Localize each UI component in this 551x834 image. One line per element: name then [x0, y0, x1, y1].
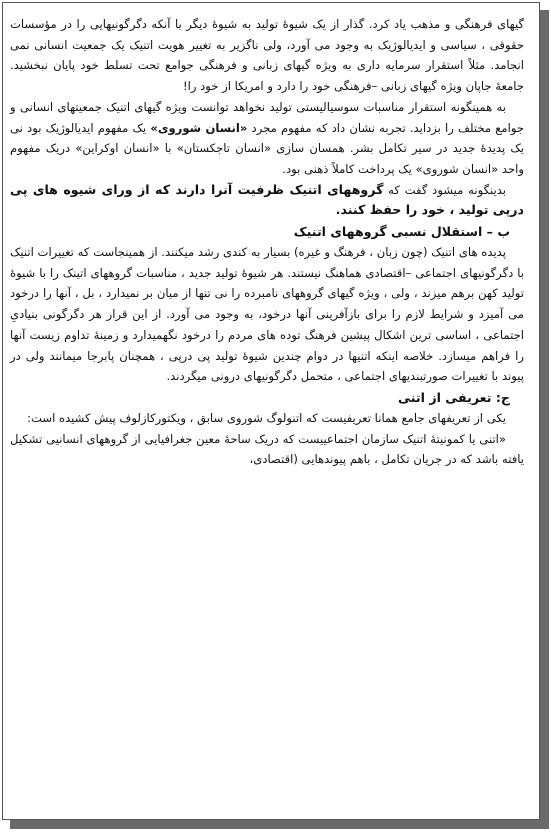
paragraph-3 — [10, 180, 524, 221]
paragraph-2-text-a: به همینگونه استقرار مناسبات سوسیالیستی تولید نخواهد توانست ویژه گیهای اتنیک جمعیتهای انسانی و جوامع مختلف را بزداید. تجربه نشان داد که مفهوم مجرد — [10, 99, 524, 135]
document-body — [10, 14, 524, 470]
paragraph-1: گیهای فرهنگی و مذهب یاد کرد. گذار از یک شیوهٔ تولید به شیوهٔ دیگر با آنکه دگرگونیهایی را در مؤسسات حقوقی ، سیاسی و ایدیالوژیک به وجود می آورد، ولی ناگزیر به تغییر هویت اتنیک یک جمعیت انسانی نمی انجامد. مثلاً استقرار سرمایه داری به ویژه گیهای زبانی و فرهنگی جوامع تحت تسلط خود پایان نبخشید. جامعهٔ جاپان ویژه گیهای زبانی –فرهنگی خود را دارد و امریکا از خود را! — [10, 17, 524, 94]
paragraph-6: «اتنی یا کمونیتهٔ اتنیک سازمان اجتماعییست که دریک ساحهٔ معین جغرافیایی از گروههای انسانیی تشکیل یافته باشد که در جریان تکامل ، باهم پیوندهایی (اقتصادی، — [10, 431, 524, 467]
paragraph-5: یکی از تعریفهای جامع همانا تعریفیست که اتنولوگ شوروی سابق ، ویکتورکازلوف پیش کشیده است: — [27, 410, 506, 425]
section-heading-c: ج: تعریفی از اتنی — [398, 389, 510, 405]
paragraph-3-emphasis: گروههای اتنیک ظرفیت آنرا دارند که از ورای شیوه های پی درپی تولید ، خود را حفظ کنند. — [10, 181, 524, 218]
paragraph-3-text-a: بدینگونه میشود گفت که — [383, 182, 507, 197]
page-shadow-bottom — [10, 820, 549, 829]
section-heading-b: ب – استقلال نسبی گروههای اتنیک — [293, 224, 510, 240]
page-shadow-right — [540, 10, 549, 829]
paragraph-2 — [10, 97, 524, 180]
soviet-man-term: «انسان شوروی» — [150, 120, 248, 135]
paragraph-4: پدیده های اتنیک (چون زبان ، فرهنگ و غیره) بسیار به کندی رشد میکنند. از همینجاست که تغییرات اتنیک با دگرگونیهای اجتماعی –اقتصادی هماهنگ نیستند. هر شیوهٔ تولید جدید ، مناسبات گروههای اتینک را با شیوهٔ تولید کهن برهم میزند ، ولی ، ویژه گیهای گروههای نامبرده را نی تنها از میان بر نمیدارد ، بل ، آنها را درخود می آمیزد و شرایط لازم را برای بازآفرینی آنها درخود، به وجود می آورد. از این قرار هر دگرگونی بنیادیِ اجتماعی ، اساسی ترین اشکال پیشین فرهنگ توده های مردم را درخود نگهمیدارد و زمینهٔ تداوم زیست آنها را فراهم میسازد. خلاصه اینکه اتنیها در دوام چندین شیوهٔ تولید پی درپی ، همچنان پابرجا میمانند ولی در پیوند با تغییرات صورتبندیهای اجتماعی ، متحمل دگرگونیهای درونی میگردند. — [10, 245, 524, 384]
paragraph-2-text-b: یک مفهوم ایدیالوژیک بود نی یک پدیدهٔ جدید در سیر تکامل بشر. همسان سازی «انسان تاجکستان» با «انسان اوکراین» دریک مفهوم واحد «انسان شوروی» یک پرداخت کاملاً ذهنی بود. — [10, 120, 524, 176]
